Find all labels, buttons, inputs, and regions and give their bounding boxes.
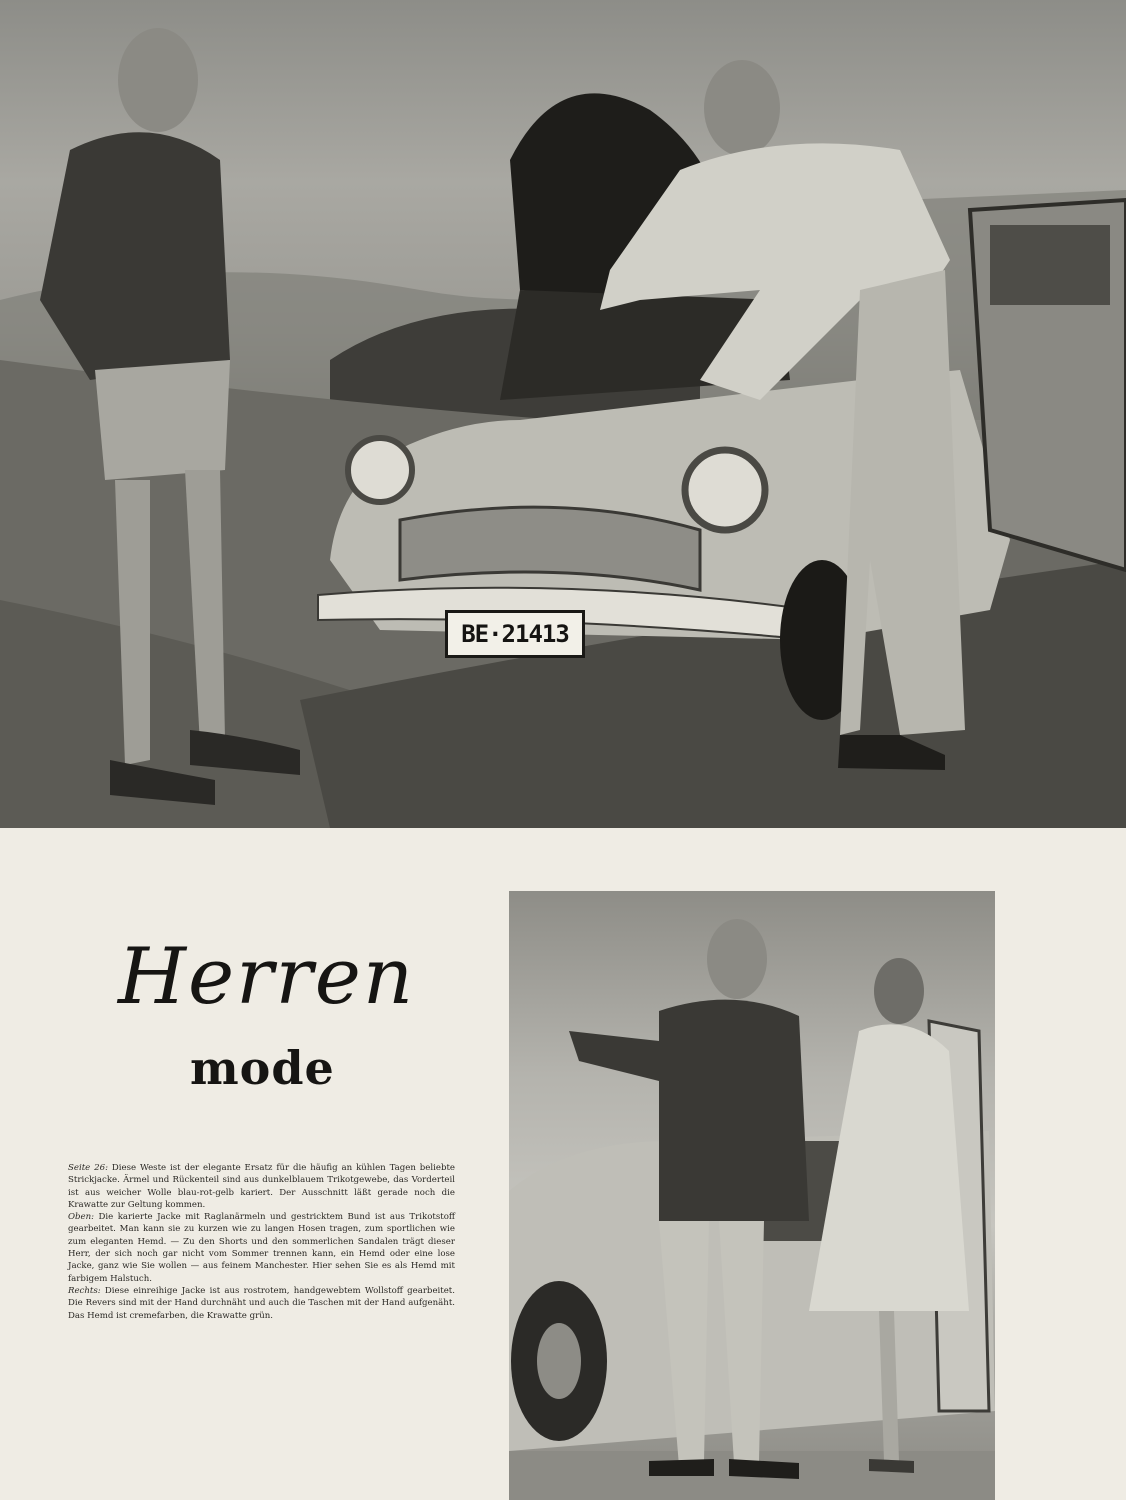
- license-plate: [445, 610, 585, 658]
- headline-sub: mode: [190, 1041, 335, 1095]
- caption-paragraph: [68, 1162, 455, 1211]
- headline-script: Herren: [118, 932, 416, 1022]
- caption-body: Diese Weste ist der elegante Ersatz für die häufig an kühlen Tagen beliebte Strickjacke. Ärmel und Rückenteil sind aus dunkelblauem Trikotgewebe, das Vorderteil ist aus weicher Wolle blau-rot-gelb kariert. Der Ausschnitt läßt gerade noch die Krawatte zur Geltung kommen.: [68, 1163, 455, 1210]
- caption-text: [68, 1162, 455, 1322]
- caption-lead: Seite 26:: [68, 1163, 108, 1173]
- license-plate-text: BE·21413: [461, 620, 569, 648]
- photo-couple-with-car-illustration: [509, 891, 995, 1500]
- caption-body: Diese einreihige Jacke ist aus rostrotem, handgewebtem Wollstoff gearbeitet. Die Revers sind mit der Hand durchnäht und auch die Taschen mit der Hand aufgenäht. Das Hemd ist cremefarben, die Krawatte grün.: [68, 1285, 455, 1321]
- caption-paragraph: [68, 1211, 455, 1285]
- caption-paragraph: [68, 1285, 455, 1322]
- photo-couple-with-car: [509, 891, 995, 1500]
- caption-lead: Rechts:: [68, 1285, 101, 1296]
- caption-body: Die karierte Jacke mit Raglanärmeln und gestricktem Bund ist aus Trikotstoff gearbeitet. Man kann sie zu kurzen wie zu langen Hosen tragen, zum sportlichen wie zum eleganten Hemd. — Zu den Shorts und den sommerlichen Sandalen trägt dieser Herr, der sich noch gar nicht vom Sommer trennen kann, ein Hemd oder eine lose Jacke, ganz wie Sie wollen — aus feinem Manchester. Hier sehen Sie es als Hemd mit farbigem Halstuch.: [68, 1212, 455, 1284]
- caption-lead: Oben:: [68, 1212, 95, 1223]
